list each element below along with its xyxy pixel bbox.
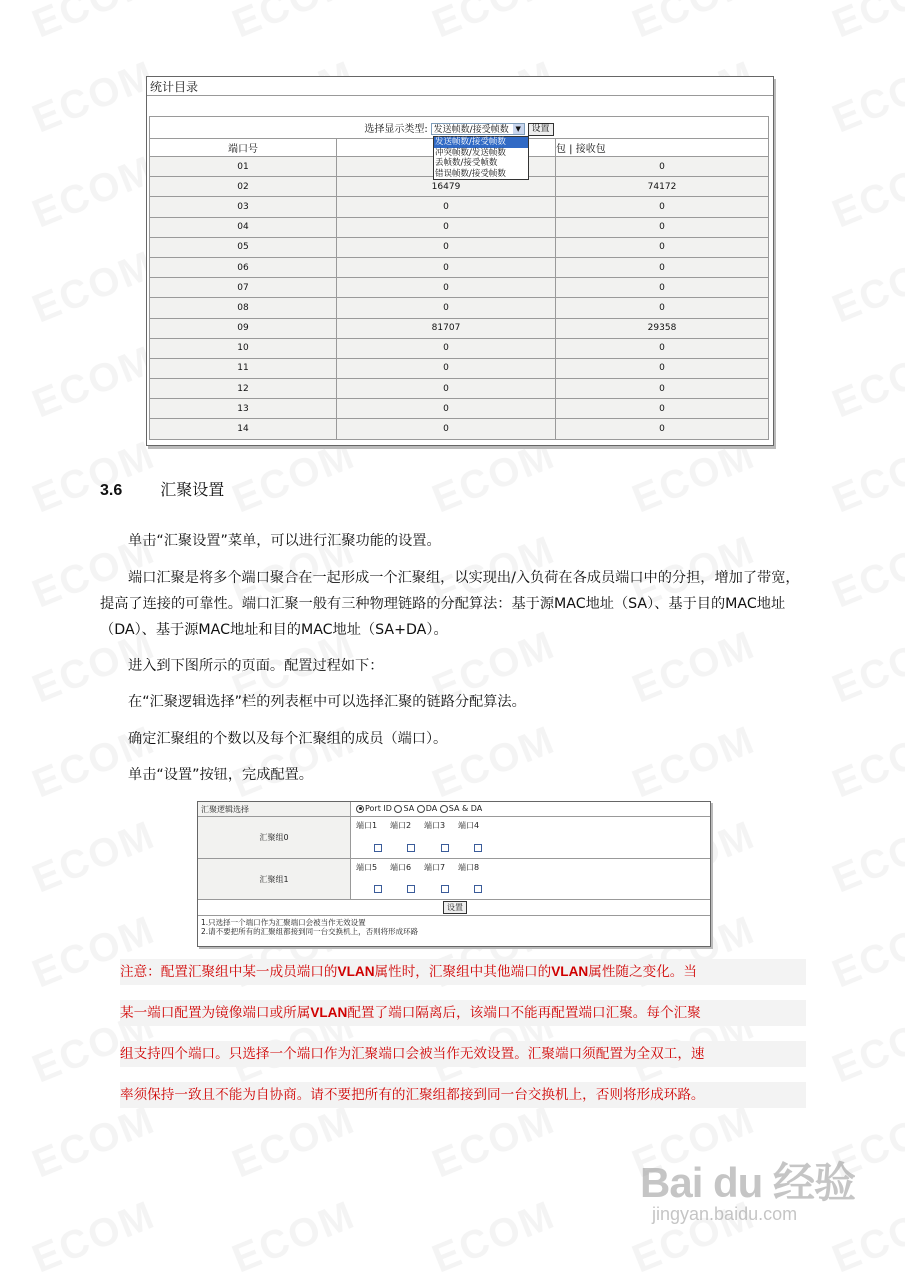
stats-cell-port: 12 <box>150 379 337 399</box>
paragraph: 单击“汇聚设置”菜单，可以进行汇聚功能的设置。 <box>128 533 441 549</box>
button-row <box>198 900 710 915</box>
stats-row <box>150 419 769 439</box>
stats-cell-recv: 0 <box>556 419 769 439</box>
logic-options: Port ID SA DA SA & DA <box>356 804 482 813</box>
stats-cell-send: 16479 <box>337 177 556 197</box>
baidu-jingyan-watermark <box>640 1150 856 1224</box>
watermark-text <box>826 433 905 523</box>
radio-da[interactable] <box>417 805 425 813</box>
stats-cell-recv: 0 <box>556 237 769 257</box>
display-type-label: 选择显示类型: <box>364 123 428 135</box>
stats-cell-recv: 0 <box>556 338 769 358</box>
note-line: 率须保持一致且不能为自协商。请不要把所有的汇聚组都接到同一台交换机上，否则将形成环路。 <box>120 1082 806 1108</box>
section-heading <box>100 477 224 500</box>
watermark-text <box>226 1098 362 1188</box>
stats-title: 统计目录 <box>150 80 199 94</box>
stats-cell-recv: 74172 <box>556 177 769 197</box>
stats-cell-send: 0 <box>337 237 556 257</box>
stats-cell-port: 08 <box>150 298 337 318</box>
watermark-text <box>826 243 905 333</box>
watermark-text <box>826 338 905 428</box>
watermark-text <box>26 148 162 238</box>
stats-cell-recv: 29358 <box>556 318 769 338</box>
stats-row <box>150 217 769 237</box>
watermark-text <box>826 148 905 238</box>
port4-checkbox[interactable] <box>474 844 482 852</box>
group0-label: 汇聚组0 <box>259 833 289 842</box>
dropdown-option[interactable]: 错误帧数/接受帧数 <box>435 168 506 179</box>
stats-cell-port: 13 <box>150 399 337 419</box>
baidu-logo: Bai du 经验 <box>640 1159 856 1206</box>
port2-checkbox[interactable] <box>407 844 415 852</box>
stats-cell-recv: 0 <box>556 358 769 378</box>
watermark-text <box>226 1193 362 1282</box>
stats-row <box>150 399 769 419</box>
watermark-text <box>26 0 162 47</box>
stats-cell-port: 02 <box>150 177 337 197</box>
port-label: 端口8 <box>458 863 480 872</box>
watermark-text <box>826 908 905 998</box>
stats-row <box>150 318 769 338</box>
port-label: 端口5 <box>356 863 378 872</box>
stats-row <box>150 278 769 298</box>
stats-cell-send: 0 <box>337 358 556 378</box>
port8-checkbox[interactable] <box>474 885 482 893</box>
watermark-text <box>826 1003 905 1093</box>
col-recv-header: 包 | 接收包 <box>556 139 769 157</box>
stats-cell-recv: 0 <box>556 157 769 177</box>
trunk-set-button[interactable]: 设置 <box>443 901 467 914</box>
stats-cell-recv: 0 <box>556 278 769 298</box>
watermark-text <box>626 0 762 47</box>
stats-cell-send: 0 <box>337 399 556 419</box>
stats-cell-port: 11 <box>150 358 337 378</box>
paragraph: 进入到下图所示的页面。配置过程如下： <box>128 658 384 674</box>
watermark-text <box>826 623 905 713</box>
watermark-text <box>426 1193 562 1282</box>
stats-set-button[interactable]: 设置 <box>528 123 554 136</box>
stats-cell-send: 0 <box>337 379 556 399</box>
col-port-header: 端口号 <box>150 139 337 157</box>
note-line: 某一端口配置为镜像端口或所属VLAN配置了端口隔离后，该端口不能再配置端口汇聚。每个汇聚 <box>120 1000 806 1026</box>
watermark-text <box>26 813 162 903</box>
stats-cell-send: 0 <box>337 338 556 358</box>
stats-cell-recv: 0 <box>556 217 769 237</box>
watermark-text <box>26 243 162 333</box>
watermark-text <box>426 0 562 47</box>
dropdown-option[interactable]: 发送帧数/接受帧数 <box>434 137 528 148</box>
stats-row <box>150 298 769 318</box>
group1-label: 汇聚组1 <box>259 875 289 884</box>
baidu-url: jingyan.baidu.com <box>652 1204 798 1224</box>
watermark-text <box>826 0 905 47</box>
title-divider <box>147 95 773 96</box>
stats-row <box>150 237 769 257</box>
radio-sa[interactable] <box>394 805 402 813</box>
chevron-down-icon: ▼ <box>513 124 524 134</box>
stats-row <box>150 358 769 378</box>
stats-cell-port: 05 <box>150 237 337 257</box>
display-type-dropdown[interactable] <box>433 136 529 180</box>
stats-cell-send: 0 <box>337 217 556 237</box>
group0-row <box>198 817 710 859</box>
paragraph: 在“汇聚逻辑选择”栏的列表框中可以选择汇聚的链路分配算法。 <box>128 694 526 710</box>
trunk-note: 2.请不要把所有的汇聚组都接到同一台交换机上，否则将形成环路 <box>201 927 419 936</box>
stats-cell-recv: 0 <box>556 379 769 399</box>
stats-cell-recv: 0 <box>556 298 769 318</box>
watermark-text <box>226 433 362 523</box>
trunk-screenshot <box>197 801 711 947</box>
radio-port-id[interactable] <box>356 805 364 813</box>
trunk-note: 1.只选择一个端口作为汇聚端口会被当作无效设置 <box>201 918 366 927</box>
port-label: 端口2 <box>390 821 412 830</box>
note-line: 组支持四个端口。只选择一个端口作为汇聚端口会被当作无效设置。汇聚端口须配置为全双工，速 <box>120 1041 806 1067</box>
watermark-text <box>426 1098 562 1188</box>
watermark-text <box>426 433 562 523</box>
watermark-text <box>826 528 905 618</box>
stats-cell-port: 04 <box>150 217 337 237</box>
watermark-text <box>826 718 905 808</box>
port-label: 端口1 <box>356 821 378 830</box>
stats-cell-send: 0 <box>337 419 556 439</box>
stats-cell-port: 06 <box>150 257 337 277</box>
stats-cell-send: 0 <box>337 278 556 298</box>
stats-row <box>150 338 769 358</box>
paragraph: 确定汇聚组的个数以及每个汇聚组的成员（端口）。 <box>128 731 448 747</box>
stats-cell-recv: 0 <box>556 197 769 217</box>
stats-row <box>150 197 769 217</box>
note-line: 注意：配置汇聚组中某一成员端口的VLAN属性时，汇聚组中其他端口的VLAN属性随之变化。当 <box>120 959 806 985</box>
stats-cell-recv: 0 <box>556 257 769 277</box>
radio-sa-da[interactable] <box>440 805 448 813</box>
section-number: 3.6 <box>100 482 123 499</box>
watermark-text <box>26 338 162 428</box>
stats-cell-port: 09 <box>150 318 337 338</box>
stats-cell-port: 03 <box>150 197 337 217</box>
port1-checkbox[interactable] <box>374 844 382 852</box>
display-type-select[interactable]: 发送帧数/接受帧数 ▼ <box>431 123 525 135</box>
watermark-text <box>226 0 362 47</box>
dropdown-option[interactable]: 丢帧数/接受帧数 <box>435 158 498 168</box>
watermark-text <box>26 53 162 143</box>
stats-cell-send: 0 <box>337 257 556 277</box>
watermark-text <box>26 1193 162 1282</box>
stats-cell-send: 0 <box>337 197 556 217</box>
port-label: 端口6 <box>390 863 412 872</box>
logic-label: 汇聚逻辑选择 <box>201 805 249 814</box>
port-label: 端口3 <box>424 821 446 830</box>
stats-cell-send: 0 <box>337 298 556 318</box>
trunk-notes <box>201 918 418 936</box>
stats-cell-send: 81707 <box>337 318 556 338</box>
stats-row <box>150 379 769 399</box>
stats-screenshot <box>146 76 774 446</box>
section-title: 汇聚设置 <box>160 480 225 499</box>
port7-checkbox[interactable] <box>441 885 449 893</box>
group1-row <box>198 859 710 900</box>
port6-checkbox[interactable] <box>407 885 415 893</box>
stats-cell-port: 14 <box>150 419 337 439</box>
stats-cell-port: 07 <box>150 278 337 298</box>
port-label: 端口4 <box>458 821 480 830</box>
watermark-text <box>626 433 762 523</box>
port5-checkbox[interactable] <box>374 885 382 893</box>
stats-cell-port: 10 <box>150 338 337 358</box>
stats-cell-recv: 0 <box>556 399 769 419</box>
logic-row <box>198 802 710 817</box>
port3-checkbox[interactable] <box>441 844 449 852</box>
stats-row <box>150 257 769 277</box>
watermark-text <box>826 813 905 903</box>
dropdown-option[interactable]: 冲突帧数/发送帧数 <box>435 147 506 158</box>
watermark-text <box>26 1098 162 1188</box>
paragraph: 端口汇聚是将多个端口聚合在一起形成一个汇聚组，以实现出/入负荷在各成员端口中的分担，增加了带宽，提高了连接的可靠性。端口汇聚一般有三种物理链路的分配算法：基于源MAC地址（SA）、基于目的MAC地址（DA）、基于源MAC地址和目的MAC地址（SA+DA）。 <box>100 570 800 638</box>
port-label: 端口7 <box>424 863 446 872</box>
paragraph: 单击“设置”按钮，完成配置。 <box>128 767 313 783</box>
watermark-text <box>826 53 905 143</box>
stats-cell-port: 01 <box>150 157 337 177</box>
